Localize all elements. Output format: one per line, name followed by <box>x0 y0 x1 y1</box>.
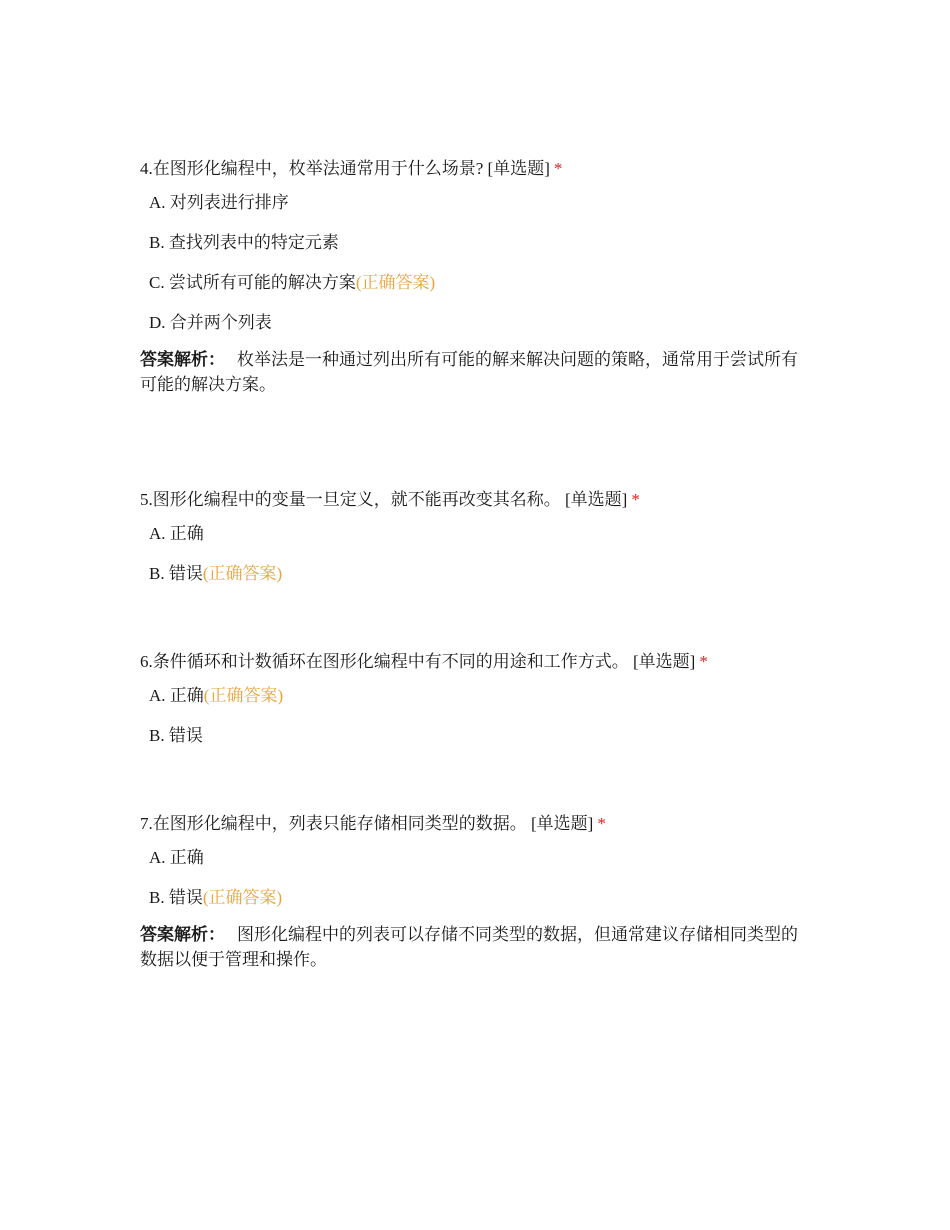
option-text: D. 合并两个列表 <box>149 313 272 332</box>
analysis-text: 图形化编程中的列表可以存储不同类型的数据，但通常建议存储相同类型的数据以便于管理和操作。 <box>140 925 798 969</box>
question-text: 5.图形化编程中的变量一旦定义，就不能再改变其名称。 [单选题] <box>140 490 628 509</box>
options-list <box>140 684 810 748</box>
option-c[interactable] <box>149 271 810 295</box>
options-list <box>140 191 810 335</box>
option-b[interactable] <box>149 886 810 910</box>
option-a[interactable] <box>149 846 810 870</box>
option-a[interactable] <box>149 684 810 708</box>
required-mark: * <box>597 814 606 833</box>
analysis-label: 答案解析： <box>140 925 225 944</box>
option-a[interactable] <box>149 191 810 215</box>
question-title <box>140 488 810 512</box>
correct-answer-label: (正确答案) <box>203 686 284 705</box>
question-title <box>140 157 810 181</box>
option-b[interactable] <box>149 724 810 748</box>
option-text: B. 查找列表中的特定元素 <box>149 233 339 252</box>
option-a[interactable] <box>149 522 810 546</box>
analysis-label: 答案解析： <box>140 350 225 369</box>
question-title <box>140 650 810 674</box>
option-text: B. 错误 <box>149 888 203 907</box>
question-text: 7.在图形化编程中，列表只能存储相同类型的数据。 [单选题] <box>140 814 594 833</box>
required-mark: * <box>631 490 640 509</box>
question-7 <box>140 812 810 972</box>
option-text: A. 正确 <box>149 848 204 867</box>
option-text: B. 错误 <box>149 726 203 745</box>
answer-analysis <box>140 922 802 972</box>
option-text: A. 正确 <box>149 524 204 543</box>
option-text: B. 错误 <box>149 564 203 583</box>
correct-answer-label: (正确答案) <box>202 888 283 907</box>
question-text: 6.条件循环和计数循环在图形化编程中有不同的用途和工作方式。 [单选题] <box>140 652 696 671</box>
option-b[interactable] <box>149 231 810 255</box>
question-text: 4.在图形化编程中，枚举法通常用于什么场景? [单选题] <box>140 159 550 178</box>
question-6 <box>140 650 810 764</box>
option-text: C. 尝试所有可能的解决方案 <box>149 273 356 292</box>
option-text: A. 对列表进行排序 <box>149 193 289 212</box>
answer-analysis <box>140 347 802 397</box>
question-4 <box>140 157 810 397</box>
option-text: A. 正确 <box>149 686 204 705</box>
required-mark: * <box>553 159 563 178</box>
required-mark: * <box>699 652 708 671</box>
options-list <box>140 846 810 910</box>
options-list <box>140 522 810 586</box>
analysis-text: 枚举法是一种通过列出所有可能的解来解决问题的策略，通常用于尝试所有可能的解决方案。 <box>140 350 798 394</box>
correct-answer-label: (正确答案) <box>355 273 436 292</box>
correct-answer-label: (正确答案) <box>202 564 283 583</box>
question-5 <box>140 488 810 602</box>
option-b[interactable] <box>149 562 810 586</box>
question-title <box>140 812 810 836</box>
option-d[interactable] <box>149 311 810 335</box>
